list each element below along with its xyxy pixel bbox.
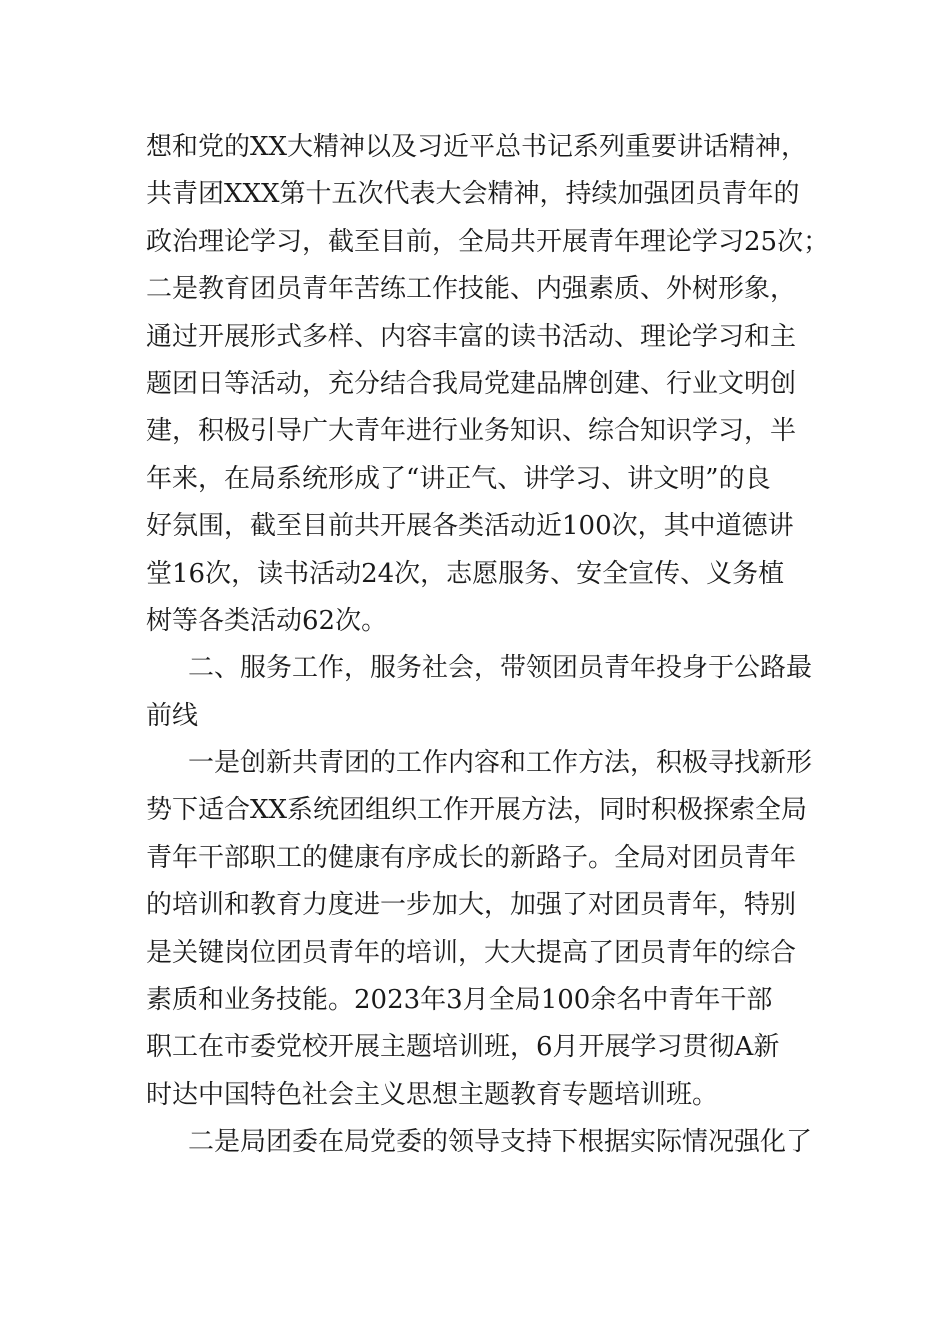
text-line: 好氛围，截至目前共开展各类活动近100次，其中道德讲 <box>146 511 794 542</box>
text-line: 一是创新共青团的工作内容和工作方法，积极寻找新形 <box>188 748 813 779</box>
text-line: 政治理论学习，截至目前，全局共开展青年理论学习25次； <box>146 226 830 257</box>
section-heading-line: 前线 <box>146 700 199 731</box>
text-line: 堂16次，读书活动24次，志愿服务、安全宣传、义务植 <box>146 558 785 589</box>
text-line: 素质和业务技能。2023年3月全局100余名中青年干部 <box>146 985 773 1016</box>
text-line: 二是局团委在局党委的领导支持下根据实际情况强化了 <box>188 1127 813 1158</box>
text-line: 年来，在局系统形成了“讲正气、讲学习、讲文明”的良 <box>146 463 771 494</box>
text-line: 的培训和教育力度进一步加大，加强了对团员青年，特别 <box>146 890 797 921</box>
text-line: 是关键岗位团员青年的培训，大大提高了团员青年的综合 <box>146 937 797 968</box>
text-line: 共青团XXX第十五次代表大会精神，持续加强团员青年的 <box>146 179 800 210</box>
section-heading-line: 二、服务工作，服务社会，带领团员青年投身于公路最 <box>188 653 813 684</box>
text-line: 职工在市委党校开展主题培训班，6月开展学习贯彻A新 <box>146 1032 780 1063</box>
document-body <box>146 124 830 1167</box>
text-line: 树等各类活动62次。 <box>146 605 388 636</box>
text-line: 通过开展形式多样、内容丰富的读书活动、理论学习和主 <box>146 321 797 352</box>
text-line: 时达中国特色社会主义思想主题教育专题培训班。 <box>146 1079 719 1110</box>
text-line: 建，积极引导广大青年进行业务知识、综合知识学习，半 <box>146 416 797 447</box>
text-line: 青年干部职工的健康有序成长的新路子。全局对团员青年 <box>146 842 797 873</box>
text-line: 想和党的XX大精神以及习近平总书记系列重要讲话精神， <box>146 132 808 162</box>
text-line: 二是教育团员青年苦练工作技能、内强素质、外树形象， <box>146 274 797 305</box>
text-line: 题团日等活动，充分结合我局党建品牌创建、行业文明创 <box>146 368 797 399</box>
text-line: 势下适合XX系统团组织工作开展方法，同时积极探索全局 <box>146 795 808 826</box>
